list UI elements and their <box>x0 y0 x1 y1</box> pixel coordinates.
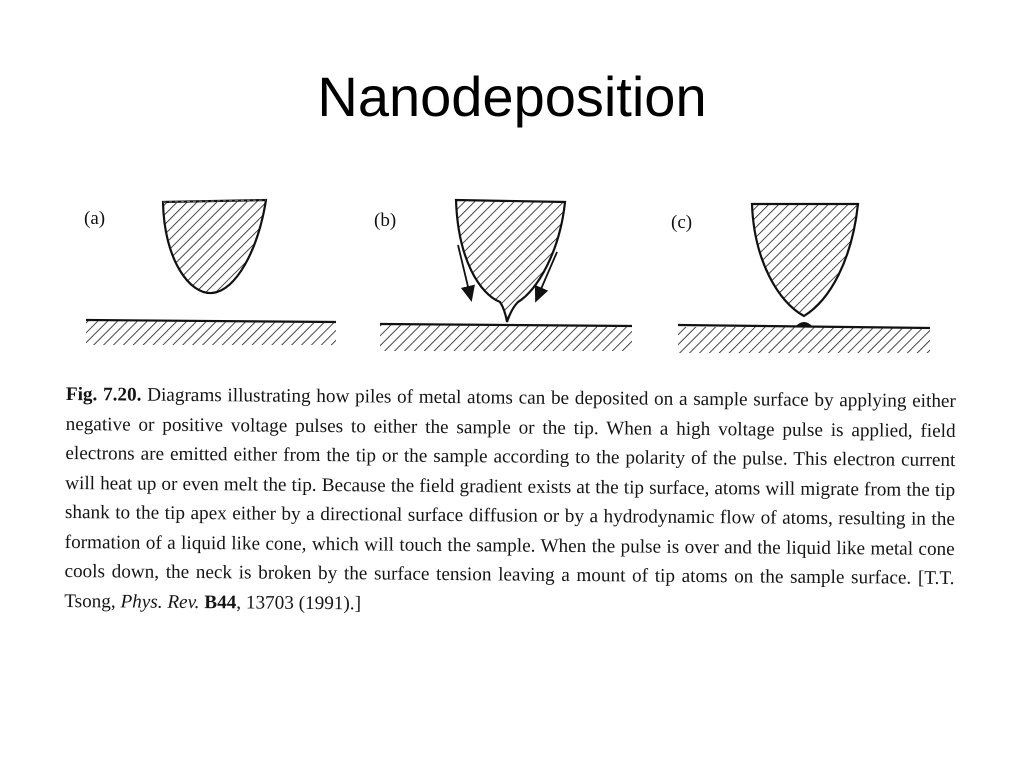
nanodeposition-figure <box>60 190 960 690</box>
caption-volume: B44 <box>204 591 237 613</box>
panel-b-tip <box>456 200 565 322</box>
caption-citation-rest: , 13703 (1991).] <box>236 591 362 614</box>
panel-c-substrate <box>678 327 930 353</box>
slide-title: Nanodeposition <box>317 65 707 128</box>
panel-a-tip <box>163 200 266 293</box>
panel-b-diagram <box>380 200 632 351</box>
panel-b-substrate <box>380 325 632 351</box>
figure-diagram <box>60 190 960 370</box>
panel-a-label: (a) <box>84 208 106 229</box>
caption-journal: Phys. Rev. <box>120 590 200 613</box>
panel-b-label: (b) <box>374 210 397 231</box>
figure-caption <box>64 380 956 623</box>
caption-text: Diagrams illustrating how piles of metal atoms can be deposited on a sample surface by applying either negative or positive voltage pulses to either the sample or the tip. When a high voltage pulse is applied, field electrons are emitted either from the tip or the sample according to the polarity of the pulse. This electron current will heat up or even melt the tip. Because the field gradient exists at the tip surface, atoms will migrate from the tip shank to the tip apex either by a directional surface diffusion or by a hydrodynamic flow of atoms, resulting in the formation of a liquid like cone, which will touch the sample. When the pulse is over and the liquid like metal cone cools down, the neck is broken by the surface tension leaving a mount of tip atoms on the sample surface. [T.T. Tsong, <box>64 384 956 612</box>
caption-fig-label: Fig. 7.20. <box>65 383 142 406</box>
panel-a-diagram <box>86 200 336 345</box>
panel-c-diagram <box>678 204 930 353</box>
panel-c-tip <box>752 204 858 316</box>
panel-a-substrate <box>86 321 336 345</box>
panel-c-label: (c) <box>671 212 693 233</box>
